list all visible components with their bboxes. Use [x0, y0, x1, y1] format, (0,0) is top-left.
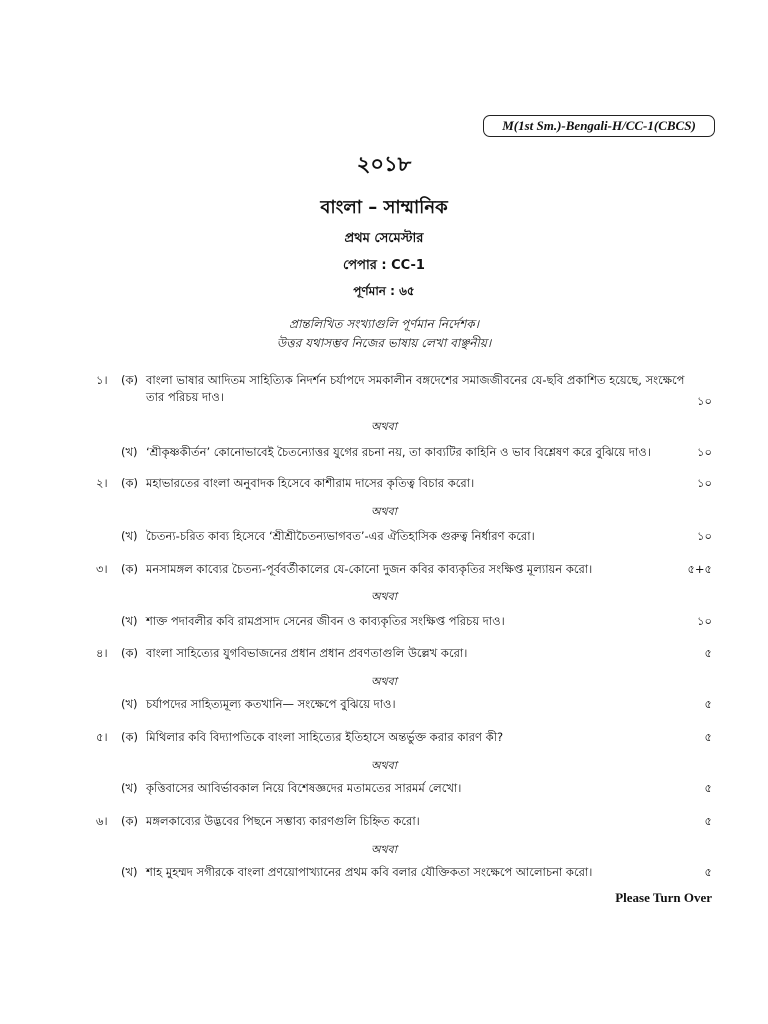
question-marks: ১০ — [697, 445, 712, 459]
question-text: বাংলা ভাষার আদিতম সাহিত্যিক নিদর্শন চর্যাপদে সমকালীন বঙ্গদেশের সমাজজীবনের যে-ছবি প্রকাশিত হয়েছে, সংক্ষেপে — [146, 373, 685, 387]
question-text: মিথিলার কবি বিদ্যাপতিকে বাংলা সাহিত্যের ইতিহাসে অন্তর্ভুক্ত করার কারণ কী? — [146, 730, 504, 744]
question-text: মহাভারতের বাংলা অনুবাদক হিসেবে কাশীরাম দাসের কৃতিত্ব বিচার করো। — [146, 476, 475, 490]
question-part: (খ) — [121, 697, 138, 711]
or-divider: অথবা — [371, 759, 397, 772]
question-part: (খ) — [121, 781, 138, 795]
semester-label: প্রথম সেমেস্টার — [344, 231, 424, 246]
question-marks: ৫ — [704, 697, 712, 711]
question-text: মনসামঙ্গল কাব্যের চৈতন্য-পূর্ববর্তীকালের যে-কোনো দুজন কবির কাব্যকৃতির সংক্ষিপ্ত মূল্যায়ন করো। — [146, 562, 593, 576]
paper-code-box: M(1st Sm.)-Bengali-H/CC-1(CBCS) — [483, 115, 715, 137]
question-part: (খ) — [121, 445, 138, 459]
question-marks: ৫ — [704, 865, 712, 879]
subject-title: বাংলা – সাম্মানিক — [320, 197, 448, 218]
question-marks: ৫ — [704, 646, 712, 660]
question-number: ৫। — [96, 730, 108, 744]
question-number: ৬। — [96, 814, 108, 828]
question-marks: ৫+৫ — [687, 562, 712, 576]
question-part: (ক) — [121, 373, 139, 387]
question-marks: ৫ — [704, 730, 712, 744]
or-divider: অথবা — [371, 505, 397, 518]
paper-label: পেপার : CC-1 — [343, 258, 425, 273]
or-divider: অথবা — [371, 590, 397, 603]
question-number: ১। — [96, 373, 108, 387]
question-part: (ক) — [121, 730, 139, 744]
question-text: শাহ মুহম্মদ সগীরকে বাংলা প্রণয়োপাখ্যানের প্রথম কবি বলার যৌক্তিকতা সংক্ষেপে আলোচনা করো। — [146, 865, 593, 879]
question-text: তার পরিচয় দাও। — [146, 390, 224, 404]
question-part: (ক) — [121, 476, 139, 490]
or-divider: অথবা — [371, 843, 397, 856]
full-marks-label: পূর্ণমান : ৬৫ — [353, 284, 415, 298]
question-part: (ক) — [121, 646, 139, 660]
question-text: শাক্ত পদাবলীর কবি রামপ্রসাদ সেনের জীবন ও কাব্যকৃতির সংক্ষিপ্ত পরিচয় দাও। — [146, 614, 505, 628]
question-marks: ৫ — [704, 814, 712, 828]
question-marks: ১০ — [697, 394, 712, 408]
question-text: মঙ্গলকাব্যের উদ্ভবের পিছনে সম্ভাব্য কারণগুলি চিহ্নিত করো। — [146, 814, 420, 828]
question-marks: ১০ — [697, 476, 712, 490]
question-part: (ক) — [121, 814, 139, 828]
question-part: (খ) — [121, 529, 138, 543]
question-text: ‘শ্রীকৃষ্ণকীর্তন’ কোনোভাবেই চৈতন্যোত্তর যুগের রচনা নয়, তা কাব্যটির কাহিনি ও ভাব বিশ্লেষণ করে বুঝিয়ে দাও। — [146, 445, 651, 459]
question-marks: ১০ — [697, 614, 712, 628]
question-text: চর্যাপদের সাহিত্যমূল্য কতখানি— সংক্ষেপে বুঝিয়ে দাও। — [146, 697, 396, 711]
question-part: (খ) — [121, 614, 138, 628]
instruction-line-2: উত্তর যথাসম্ভব নিজের ভাষায় লেখা বাঞ্ছনীয়। — [276, 336, 492, 350]
question-number: ৩। — [96, 562, 108, 576]
question-part: (ক) — [121, 562, 139, 576]
question-text: বাংলা সাহিত্যের যুগবিভাজনের প্রধান প্রধান প্রবণতাগুলি উল্লেখ করো। — [146, 646, 468, 660]
instruction-line-1: প্রান্তলিখিত সংখ্যাগুলি পূর্ণমান নির্দেশক। — [288, 317, 479, 331]
or-divider: অথবা — [371, 420, 397, 433]
question-marks: ১০ — [697, 529, 712, 543]
exam-year: ২০১৮ — [356, 152, 412, 176]
question-text: চৈতন্য-চরিত কাব্য হিসেবে ‘শ্রীশ্রীচৈতন্যভাগবত’-এর ঐতিহাসিক গুরুত্ব নির্ধারণ করো। — [146, 529, 535, 543]
question-part: (খ) — [121, 865, 138, 879]
question-number: ৪। — [96, 646, 108, 660]
or-divider: অথবা — [371, 675, 397, 688]
please-turn-over: Please Turn Over — [615, 890, 712, 905]
question-number: ২। — [96, 476, 108, 490]
question-text: কৃত্তিবাসের আবির্ভাবকাল নিয়ে বিশেষজ্ঞদের মতামতের সারমর্ম লেখো। — [146, 781, 462, 795]
question-marks: ৫ — [704, 781, 712, 795]
